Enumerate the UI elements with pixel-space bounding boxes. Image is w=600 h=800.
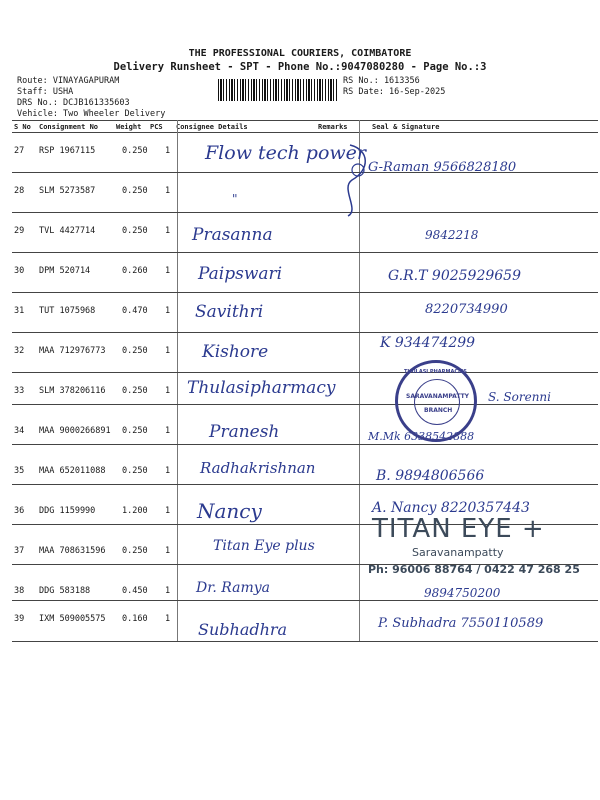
table-row	[12, 413, 598, 453]
rs-number: RS No.: 1613356	[343, 76, 420, 86]
stamp-line-3: BRANCH	[424, 407, 453, 414]
row-sno: 29	[14, 226, 25, 236]
row-sno: 37	[14, 546, 25, 556]
handwritten-consignee: Kishore	[202, 342, 269, 362]
handwritten-consignee: Subhadhra	[198, 620, 288, 639]
row-consignment: TUT 1075968	[39, 306, 96, 316]
handwritten-consignee: Pranesh	[209, 422, 280, 442]
handwritten-signature: 9894750200	[424, 586, 501, 600]
row-pcs: 1	[165, 546, 171, 556]
row-weight: 0.160	[122, 614, 148, 624]
row-rule	[12, 292, 598, 293]
route-label: Route: VINAYAGAPURAM	[17, 76, 120, 86]
row-sno: 32	[14, 346, 25, 356]
handwritten-signature: 9842218	[425, 228, 479, 242]
handwritten-signature: 8220734990	[425, 302, 508, 317]
row-weight: 0.470	[122, 306, 148, 316]
row-rule	[12, 332, 598, 333]
row-pcs: 1	[165, 586, 171, 596]
handwritten-signature: S. Sorenni	[488, 390, 551, 404]
handwritten-consignee: Titan Eye plus	[213, 538, 315, 554]
stamp-line-2: SARAVANAMPATTY	[406, 393, 470, 400]
row-pcs: 1	[165, 386, 171, 396]
row-consignment: DPM 520714	[39, 266, 91, 276]
table-bottom-rule	[12, 641, 598, 642]
handwritten-signature: M.Mk 6338542888	[368, 430, 475, 443]
handwritten-consignee: Savithri	[195, 302, 264, 322]
row-sno: 35	[14, 466, 25, 476]
titan-brand: TITAN EYE +	[372, 514, 545, 544]
stamp-line-1: THULASI PHARMACIES	[404, 369, 467, 375]
staff-label: Staff: USHA	[17, 87, 74, 97]
row-consignment: SLM 5273587	[39, 186, 96, 196]
row-weight: 0.250	[122, 186, 148, 196]
vehicle-label: Vehicle: Two Wheeler Delivery	[17, 109, 166, 119]
handwritten-signature: G.R.T 9025929659	[388, 268, 521, 284]
runsheet-subtitle: Delivery Runsheet - SPT - Phone No.:9047080280 - Page No.:3	[113, 61, 487, 73]
row-consignment: IXM 509005575	[39, 614, 106, 624]
row-sno: 33	[14, 386, 25, 396]
handwritten-consignee: Thulasipharmacy	[187, 378, 336, 398]
titan-phone: Ph: 96006 88764 / 0422 47 268 25	[368, 563, 580, 576]
row-pcs: 1	[165, 466, 171, 476]
row-weight: 0.260	[122, 266, 148, 276]
row-weight: 0.450	[122, 586, 148, 596]
company-title: THE PROFESSIONAL COURIERS, COIMBATORE	[188, 48, 412, 59]
col-remarks: Remarks	[318, 123, 348, 131]
row-consignment: DDG 1159990	[39, 506, 96, 516]
row-sno: 34	[14, 426, 25, 436]
row-sno: 38	[14, 586, 25, 596]
table-row	[12, 293, 598, 333]
handwritten-signature: B. 9894806566	[376, 468, 485, 484]
row-rule	[12, 484, 598, 485]
row-weight: 0.250	[122, 226, 148, 236]
handwritten-consignee: Flow tech power	[205, 142, 366, 164]
row-consignment: DDG 583188	[39, 586, 91, 596]
table-row	[12, 213, 598, 253]
row-pcs: 1	[165, 426, 171, 436]
row-weight: 1.200	[122, 506, 148, 516]
handwritten-consignee: Nancy	[197, 499, 262, 523]
handwritten-consignee: Dr. Ramya	[196, 580, 271, 596]
col-consignment: Consignment No	[39, 123, 99, 131]
row-rule	[12, 372, 598, 373]
row-sno: 27	[14, 146, 25, 156]
titan-location: Saravanampatty	[412, 546, 504, 559]
row-rule	[12, 600, 598, 601]
col-seal: Seal & Signature	[372, 123, 440, 131]
row-weight: 0.250	[122, 346, 148, 356]
row-pcs: 1	[165, 506, 171, 516]
row-sno: 36	[14, 506, 25, 516]
row-pcs: 1	[165, 146, 171, 156]
row-sno: 28	[14, 186, 25, 196]
rs-date: RS Date: 16-Sep-2025	[343, 87, 446, 97]
row-consignment: SLM 378206116	[39, 386, 106, 396]
row-consignment: MAA 708631596	[39, 546, 106, 556]
row-weight: 0.250	[122, 146, 148, 156]
row-sno: 30	[14, 266, 25, 276]
handwritten-consignee: Paipswari	[198, 264, 283, 284]
table-top-rule	[12, 120, 598, 121]
row-weight: 0.250	[122, 466, 148, 476]
row-rule	[12, 252, 598, 253]
row-pcs: 1	[165, 226, 171, 236]
handwritten-signature: A. Nancy 8220357443	[372, 500, 530, 516]
handwritten-signature: G-Raman 9566828180	[368, 160, 517, 175]
row-rule	[12, 212, 598, 213]
row-pcs: 1	[165, 346, 171, 356]
handwritten-signature: K 934474299	[380, 335, 476, 351]
drs-number: DRS No.: DCJB161335603	[17, 98, 130, 108]
row-consignment: MAA 652011088	[39, 466, 106, 476]
row-consignment: TVL 4427714	[39, 226, 96, 236]
row-weight: 0.250	[122, 546, 148, 556]
col-consignee: Consignee Details	[176, 123, 248, 131]
handwritten-stroke	[330, 140, 380, 220]
row-weight: 0.250	[122, 386, 148, 396]
handwritten-signature: P. Subhadra 7550110589	[378, 616, 544, 631]
row-rule	[12, 444, 598, 445]
table-row	[12, 173, 598, 213]
row-pcs: 1	[165, 266, 171, 276]
row-pcs: 1	[165, 186, 171, 196]
handwritten-consignee: Radhakrishnan	[200, 459, 316, 477]
handwritten-consignee: Prasanna	[192, 225, 273, 245]
pharmacy-stamp	[395, 360, 477, 442]
table-row	[12, 333, 598, 373]
row-sno: 39	[14, 614, 25, 624]
barcode	[218, 79, 338, 101]
col-weight: Weight	[116, 123, 142, 131]
col-pcs: PCS	[150, 123, 163, 131]
row-weight: 0.250	[122, 426, 148, 436]
row-consignment: RSP 1967115	[39, 146, 96, 156]
stamp-inner-ring	[414, 379, 460, 425]
col-sno: S No	[14, 123, 31, 131]
row-rule	[12, 404, 598, 405]
row-consignment: MAA 712976773	[39, 346, 106, 356]
row-pcs: 1	[165, 614, 171, 624]
row-consignment: MAA 9000266891	[39, 426, 111, 436]
row-pcs: 1	[165, 306, 171, 316]
row-sno: 31	[14, 306, 25, 316]
handwritten-consignee: "	[232, 192, 238, 206]
